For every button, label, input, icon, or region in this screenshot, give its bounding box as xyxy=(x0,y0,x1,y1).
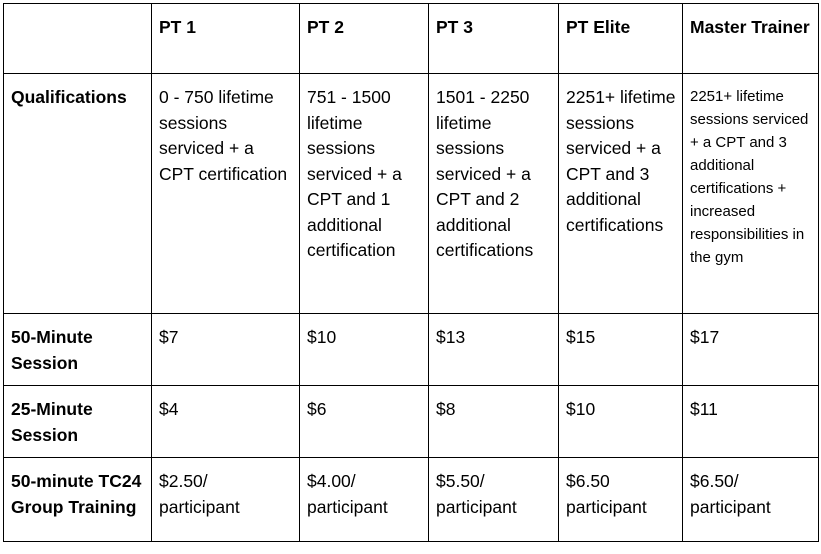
column-header-pt-elite: PT Elite xyxy=(559,4,683,74)
25-minute-cell-pt3: $8 xyxy=(429,386,559,458)
group-training-cell-pt-elite: $6.50 participant xyxy=(559,458,683,542)
row-label-50-minute-session: 50-Minute Session xyxy=(4,314,152,386)
qualifications-cell-master-trainer: 2251+ lifetime sessions serviced + a CPT and 3 additional certifications + increased responsibilities in the gym xyxy=(683,74,819,314)
row-label-25-minute-session: 25-Minute Session xyxy=(4,386,152,458)
qualifications-cell-pt-elite: 2251+ lifetime sessions serviced + a CPT and 3 additional certifications xyxy=(559,74,683,314)
header-empty-cell xyxy=(4,4,152,74)
50-minute-cell-pt2: $10 xyxy=(300,314,429,386)
row-label-qualifications: Qualifications xyxy=(4,74,152,314)
group-training-cell-pt2: $4.00/ participant xyxy=(300,458,429,542)
25-minute-cell-pt2: $6 xyxy=(300,386,429,458)
50-minute-cell-pt3: $13 xyxy=(429,314,559,386)
group-training-cell-master-trainer: $6.50/ participant xyxy=(683,458,819,542)
group-training-cell-pt3: $5.50/ participant xyxy=(429,458,559,542)
50-minute-cell-pt-elite: $15 xyxy=(559,314,683,386)
qualifications-cell-pt1: 0 - 750 lifetime sessions serviced + a CPT certification xyxy=(152,74,300,314)
50-minute-cell-master-trainer: $17 xyxy=(683,314,819,386)
50-minute-cell-pt1: $7 xyxy=(152,314,300,386)
header-row xyxy=(4,4,819,74)
column-header-master-trainer: Master Trainer xyxy=(683,4,819,74)
table-row-qualifications xyxy=(4,74,819,314)
row-label-group-training: 50-minute TC24 Group Training xyxy=(4,458,152,542)
qualifications-cell-pt3: 1501 - 2250 lifetime sessions serviced + a CPT and 2 additional certifications xyxy=(429,74,559,314)
25-minute-cell-pt1: $4 xyxy=(152,386,300,458)
qualifications-cell-pt2: 751 - 1500 lifetime sessions serviced + a CPT and 1 additional certification xyxy=(300,74,429,314)
table-row-25-minute-session xyxy=(4,386,819,458)
column-header-pt1: PT 1 xyxy=(152,4,300,74)
table-row-50-minute-session xyxy=(4,314,819,386)
pay-rate-table xyxy=(3,3,819,542)
column-header-pt2: PT 2 xyxy=(300,4,429,74)
25-minute-cell-pt-elite: $10 xyxy=(559,386,683,458)
column-header-pt3: PT 3 xyxy=(429,4,559,74)
group-training-cell-pt1: $2.50/ participant xyxy=(152,458,300,542)
table-row-group-training xyxy=(4,458,819,542)
25-minute-cell-master-trainer: $11 xyxy=(683,386,819,458)
